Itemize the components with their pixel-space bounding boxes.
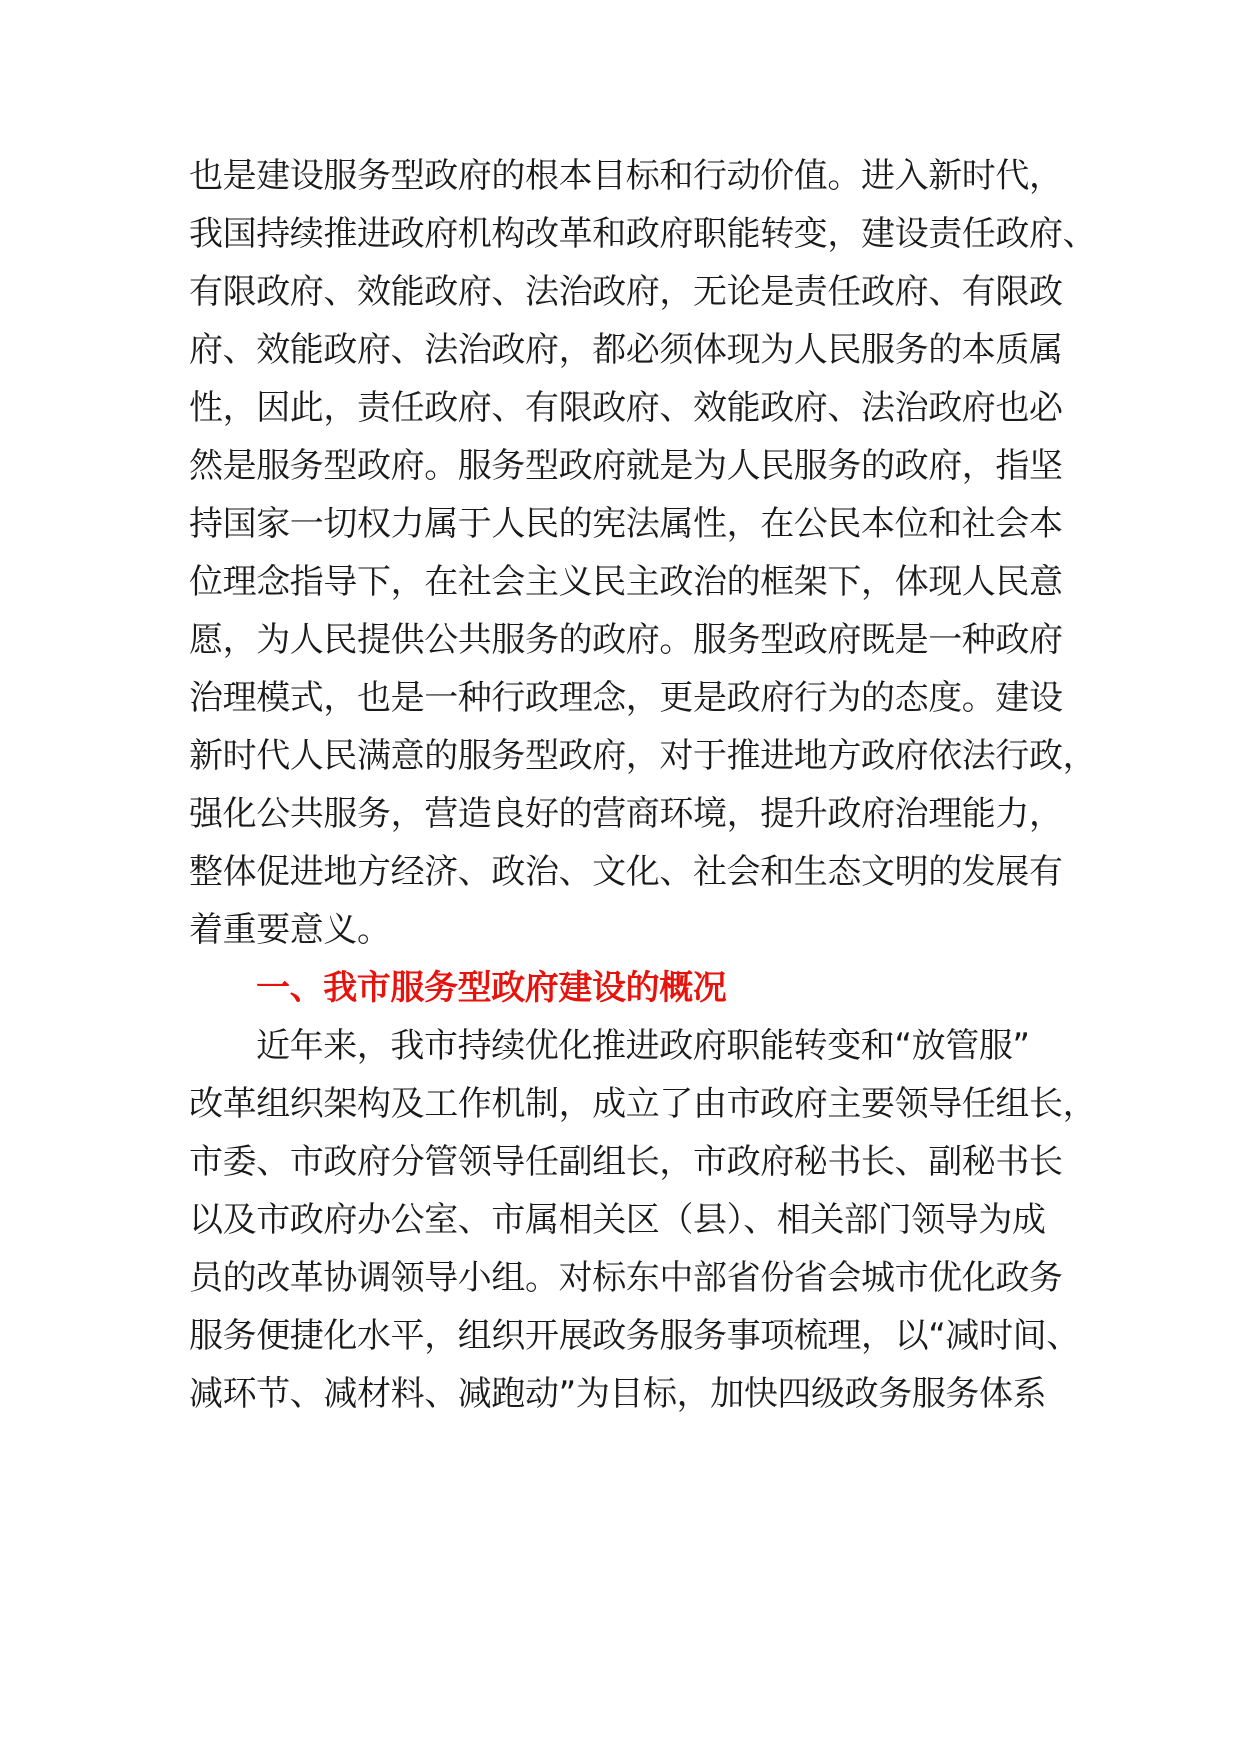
section-heading: 一、我市服务型政府建设的概况 — [256, 968, 727, 1008]
paragraph-line-19: 以及市政府办公室、市属相关区（县）、相关部门领导为成 — [189, 1200, 1046, 1240]
paragraph-line-13: 整体促进地方经济、政治、文化、社会和生态文明的发展有 — [189, 852, 1063, 892]
paragraph-line-21: 服务便捷化水平，组织开展政务服务事项梳理，以“减时间、 — [189, 1316, 1080, 1356]
paragraph-line-7: 持国家一切权力属于人民的宪法属性，在公民本位和社会本 — [189, 504, 1063, 544]
paragraph-line-5: 性，因此，责任政府、有限政府、效能政府、法治政府也必 — [189, 388, 1063, 428]
paragraph-line-11: 新时代人民满意的服务型政府，对于推进地方政府依法行政， — [189, 736, 1097, 776]
paragraph-line-10: 治理模式，也是一种行政理念，更是政府行为的态度。建设 — [189, 678, 1063, 718]
paragraph-line-20: 员的改革协调领导小组。对标东中部省份省会城市优化政务 — [189, 1258, 1063, 1298]
paragraph-line-6: 然是服务型政府。服务型政府就是为人民服务的政府，指坚 — [189, 446, 1063, 486]
paragraph-line-9: 愿，为人民提供公共服务的政府。服务型政府既是一种政府 — [189, 620, 1063, 660]
paragraph-line-18: 市委、市政府分管领导任副组长，市政府秘书长、副秘书长 — [189, 1142, 1063, 1182]
paragraph-line-4: 府、效能政府、法治政府，都必须体现为人民服务的本质属 — [189, 330, 1063, 370]
paragraph-line-22: 减环节、减材料、减跑动”为目标，加快四级政务服务体系 — [189, 1374, 1047, 1414]
paragraph-line-2: 我国持续推进政府机构改革和政府职能转变，建设责任政府、 — [189, 214, 1097, 254]
paragraph-line-1: 也是建设服务型政府的根本目标和行动价值。进入新时代， — [189, 156, 1063, 196]
paragraph-line-8: 位理念指导下，在社会主义民主政治的框架下，体现人民意 — [189, 562, 1063, 602]
paragraph-line-17: 改革组织架构及工作机制，成立了由市政府主要领导任组长， — [189, 1084, 1097, 1124]
paragraph-line-16: 近年来，我市持续优化推进政府职能转变和“放管服” — [256, 1026, 1030, 1066]
paragraph-line-14: 着重要意义。 — [189, 910, 391, 950]
paragraph-line-12: 强化公共服务，营造良好的营商环境，提升政府治理能力， — [189, 794, 1063, 834]
paragraph-line-3: 有限政府、效能政府、法治政府，无论是责任政府、有限政 — [189, 272, 1063, 312]
